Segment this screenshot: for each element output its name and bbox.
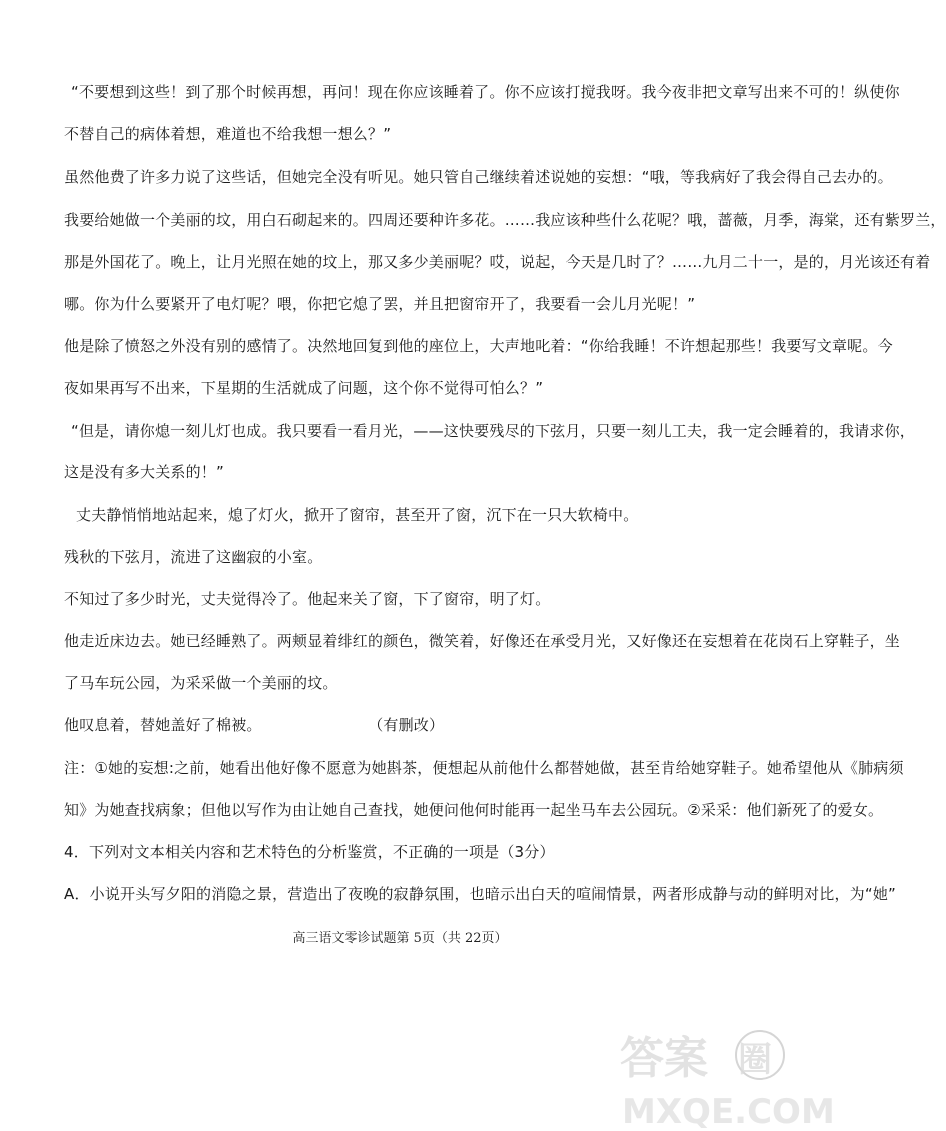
text-line: 我要给她做一个美丽的坟，用白石砌起来的。四周还要种许多花。……我应该种些什么花呢？哦，蔷薇，月季，海棠，还有紫罗兰， [64, 211, 946, 229]
watermark-logo [600, 1015, 835, 1131]
text-line: 他是除了愤怒之外没有别的感情了。决然地回复到他的座位上，大声地叱着：“你给我睡！不许想起那些！我要写文章呢。今 [64, 337, 893, 355]
svg-text:圈: 圈 [738, 1040, 772, 1080]
text-line: 他走近床边去。她已经睡熟了。两颊显着绯红的颜色，微笑着，好像还在承受月光，又好像还在妄想着在花岗石上穿鞋子，坐 [64, 632, 901, 650]
text-line: 夜如果再写不出来，下星期的生活就成了问题，这个你不觉得可怕么？” [64, 379, 544, 397]
svg-text:MXQE.COM: MXQE.COM [622, 1092, 835, 1131]
option-a: A．小说开头写夕阳的消隐之景，营造出了夜晚的寂静氛围，也暗示出白天的喧闹情景，两者形成静与动的鲜明对比，为“她” [64, 885, 897, 903]
question-stem: 4．下列对文本相关内容和艺术特色的分析鉴赏，不正确的一项是（3分） [64, 843, 555, 861]
text-line: “不要想到这些！到了那个时候再想，再问！现在你应该睡着了。你不应该打搅我呀。我今夜非把文章写出来不可的！纵使你 [71, 83, 900, 101]
text-line: 这是没有多大关系的！” [64, 463, 224, 481]
svg-text:答案: 答案 [620, 1033, 708, 1084]
text-line: “但是，请你熄一刻儿灯也成。我只要看一看月光，——这快要残尽的下弦月，只要一刻儿工夫，我一定会睡着的，我请求你， [71, 422, 915, 440]
text-line: 了马车玩公园，为采采做一个美丽的坟。 [64, 674, 338, 692]
text-line: 虽然他费了许多力说了这些话，但她完全没有听见。她只管自己继续着述说她的妄想：“哦，等我病好了我会得自己去办的。 [64, 168, 893, 186]
text-line: 不知过了多少时光，丈夫觉得冷了。他起来关了窗，下了窗帘，明了灯。 [64, 590, 551, 608]
text-line: 哪。你为什么要紧开了电灯呢？喂，你把它熄了罢，并且把窗帘开了，我要看一会儿月光呢！” [64, 295, 696, 313]
text-line: 丈夫静悄悄地站起来，熄了灯火，掀开了窗帘，甚至开了窗，沉下在一只大软椅中。 [76, 506, 639, 524]
text-line: 那是外国花了。晚上，让月光照在她的坟上，那又多少美丽呢？哎，说起，今天是几时了？……九月二十一，是的，月光该还有着 [64, 253, 931, 271]
note-line: 注：①她的妄想:之前，她看出他好像不愿意为她斟茶，便想起从前他什么都替她做，甚至肯给她穿鞋子。她希望他从《肺病须 [64, 759, 904, 777]
text-line: 残秋的下弦月，流进了这幽寂的小室。 [64, 548, 323, 566]
text-line: 不替自己的病体着想，难道也不给我想一想么？” [64, 125, 392, 143]
note-line: 知》为她查找病象；但他以写作为由让她自己查找，她便问他何时能再一起坐马车去公园玩。②采采：他们新死了的爱女。 [64, 801, 884, 819]
page-footer: 高三语文零诊试题第 5页（共 22页） [292, 931, 508, 946]
text-line: 他叹息着，替她盖好了棉被。 （有删改） [64, 716, 445, 734]
